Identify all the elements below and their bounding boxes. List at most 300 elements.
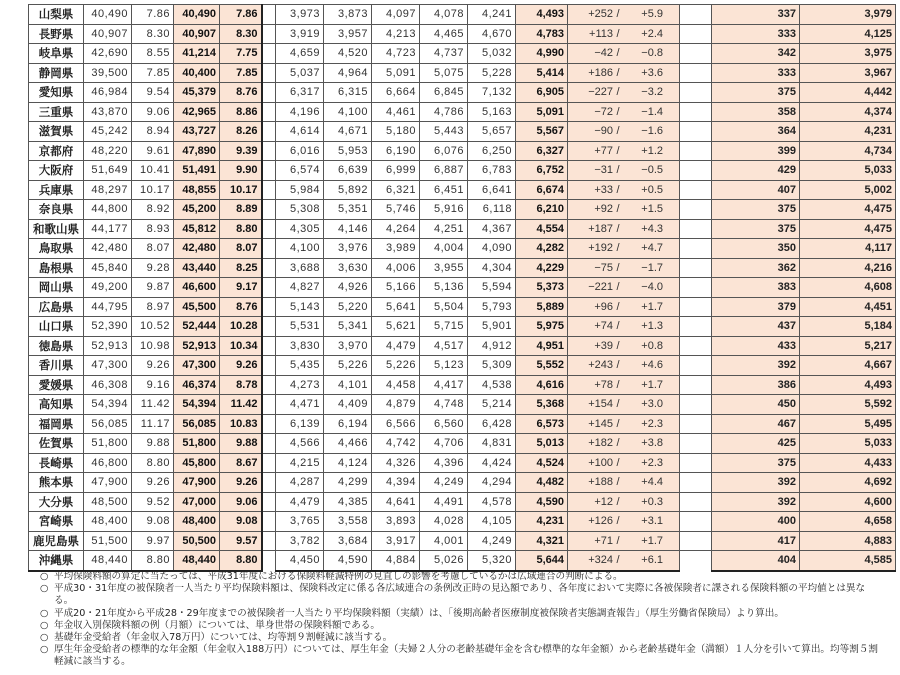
footnote-item xyxy=(40,608,880,620)
prefecture-name: 山梨県 xyxy=(29,5,84,25)
change-vs-previous xyxy=(568,83,680,103)
column-gap xyxy=(262,356,276,376)
premium-2010: 3,630 xyxy=(324,258,372,278)
change-vs-previous xyxy=(568,453,680,473)
premium-2010: 4,100 xyxy=(324,102,372,122)
premium-2010: 5,953 xyxy=(324,141,372,161)
slash-separator: / xyxy=(616,495,620,508)
avg-premium-amount: 6,674 xyxy=(516,180,568,200)
premium-2010: 5,220 xyxy=(324,297,372,317)
column-gap xyxy=(680,102,712,122)
income-rate-2020: 8.89 xyxy=(220,200,262,220)
slash-separator: / xyxy=(616,8,620,21)
avg-premium-amount: 6,573 xyxy=(516,414,568,434)
income-rate-2020: 10.83 xyxy=(220,414,262,434)
premium-2016: 5,320 xyxy=(468,551,516,571)
change-amount: +186 xyxy=(588,66,613,79)
prefecture-name: 愛媛県 xyxy=(29,375,84,395)
slash-separator: / xyxy=(616,242,620,255)
income-rate-2018: 9.52 xyxy=(132,492,174,512)
premium-2014: 4,706 xyxy=(420,434,468,454)
column-gap xyxy=(680,531,712,551)
column-gap xyxy=(680,180,712,200)
income-rate-2020: 9.88 xyxy=(220,434,262,454)
prefecture-name: 高知県 xyxy=(29,395,84,415)
employee-pension-premium: 4,117 xyxy=(800,239,896,259)
avg-premium-2020: 51,800 xyxy=(174,434,220,454)
income-rate-2018: 10.17 xyxy=(132,180,174,200)
premium-2014: 5,715 xyxy=(420,317,468,337)
premium-2008: 4,479 xyxy=(276,492,324,512)
column-gap xyxy=(262,395,276,415)
change-vs-previous xyxy=(568,24,680,44)
avg-premium-2018: 43,870 xyxy=(84,102,132,122)
avg-premium-amount: 4,231 xyxy=(516,512,568,532)
basic-pension-premium: 333 xyxy=(712,63,800,83)
prefecture-name: 徳島県 xyxy=(29,336,84,356)
premium-2010: 6,639 xyxy=(324,161,372,181)
column-gap xyxy=(680,317,712,337)
change-vs-previous xyxy=(568,531,680,551)
premium-2010: 3,684 xyxy=(324,531,372,551)
avg-premium-amount: 5,373 xyxy=(516,278,568,298)
change-amount: +78 xyxy=(594,378,613,391)
change-amount: −227 xyxy=(588,86,613,99)
change-amount: −42 xyxy=(594,47,613,60)
income-rate-2018: 8.97 xyxy=(132,297,174,317)
premium-2008: 4,614 xyxy=(276,122,324,142)
avg-premium-amount: 5,368 xyxy=(516,395,568,415)
column-gap xyxy=(680,258,712,278)
income-rate-2020: 8.78 xyxy=(220,375,262,395)
table-row xyxy=(29,492,896,512)
change-amount: −72 xyxy=(594,105,613,118)
table-row xyxy=(29,395,896,415)
change-percent: −1.4 xyxy=(641,105,663,118)
column-gap xyxy=(262,258,276,278)
table-row xyxy=(29,512,896,532)
premium-2016: 4,831 xyxy=(468,434,516,454)
slash-separator: / xyxy=(616,261,620,274)
table-body xyxy=(29,5,896,571)
avg-premium-2018: 56,085 xyxy=(84,414,132,434)
premium-2012: 4,264 xyxy=(372,219,420,239)
premium-2010: 6,315 xyxy=(324,83,372,103)
column-gap xyxy=(680,551,712,571)
premium-2012: 4,097 xyxy=(372,5,420,25)
basic-pension-premium: 337 xyxy=(712,5,800,25)
income-rate-2018: 9.61 xyxy=(132,141,174,161)
premium-2016: 6,428 xyxy=(468,414,516,434)
premium-table-wrap xyxy=(28,4,896,572)
premium-2016: 7,132 xyxy=(468,83,516,103)
premium-2016: 5,793 xyxy=(468,297,516,317)
change-vs-previous xyxy=(568,395,680,415)
slash-separator: / xyxy=(616,164,620,177)
avg-premium-2018: 51,500 xyxy=(84,531,132,551)
column-gap xyxy=(680,453,712,473)
premium-2012: 6,999 xyxy=(372,161,420,181)
premium-2012: 3,893 xyxy=(372,512,420,532)
column-gap xyxy=(680,44,712,64)
slash-separator: / xyxy=(616,398,620,411)
column-gap xyxy=(262,44,276,64)
basic-pension-premium: 362 xyxy=(712,258,800,278)
change-amount: +243 xyxy=(588,359,613,372)
change-percent: +1.7 xyxy=(641,534,663,547)
income-rate-2020: 10.17 xyxy=(220,180,262,200)
avg-premium-2018: 52,390 xyxy=(84,317,132,337)
change-percent: +3.1 xyxy=(641,515,663,528)
column-gap xyxy=(262,102,276,122)
employee-pension-premium: 5,495 xyxy=(800,414,896,434)
table-row xyxy=(29,161,896,181)
slash-separator: / xyxy=(616,417,620,430)
premium-2016: 4,105 xyxy=(468,512,516,532)
table-row xyxy=(29,473,896,493)
column-gap xyxy=(262,434,276,454)
column-gap xyxy=(262,219,276,239)
footnote-text: 厚生年金受給者の標準的な年金額（年金収入188万円）については、厚生年金（夫婦２人分の老齢基礎年金を含む標準的な年金額）から老齢基礎年金（満額）１人分を引いて算出。均等割５割軽減に該当する。 xyxy=(54,644,878,668)
premium-2008: 3,973 xyxy=(276,5,324,25)
premium-2014: 6,845 xyxy=(420,83,468,103)
avg-premium-2018: 51,649 xyxy=(84,161,132,181)
slash-separator: / xyxy=(616,203,620,216)
avg-premium-2018: 52,913 xyxy=(84,336,132,356)
change-amount: +192 xyxy=(588,242,613,255)
avg-premium-2020: 52,444 xyxy=(174,317,220,337)
avg-premium-2018: 48,220 xyxy=(84,141,132,161)
employee-pension-premium: 4,883 xyxy=(800,531,896,551)
premium-2008: 4,287 xyxy=(276,473,324,493)
premium-2012: 4,723 xyxy=(372,44,420,64)
premium-2010: 5,341 xyxy=(324,317,372,337)
income-rate-2018: 10.41 xyxy=(132,161,174,181)
premium-2016: 4,090 xyxy=(468,239,516,259)
column-gap xyxy=(262,453,276,473)
premium-2014: 4,417 xyxy=(420,375,468,395)
premium-2016: 4,424 xyxy=(468,453,516,473)
avg-premium-2018: 40,907 xyxy=(84,24,132,44)
income-rate-2018: 9.88 xyxy=(132,434,174,454)
column-gap xyxy=(680,434,712,454)
avg-premium-2018: 46,984 xyxy=(84,83,132,103)
income-rate-2020: 8.07 xyxy=(220,239,262,259)
avg-premium-amount: 5,644 xyxy=(516,551,568,571)
premium-2012: 4,458 xyxy=(372,375,420,395)
premium-2016: 5,309 xyxy=(468,356,516,376)
column-gap xyxy=(680,473,712,493)
avg-premium-2020: 48,400 xyxy=(174,512,220,532)
premium-2008: 5,531 xyxy=(276,317,324,337)
slash-separator: / xyxy=(616,125,620,138)
employee-pension-premium: 4,125 xyxy=(800,24,896,44)
change-vs-previous xyxy=(568,44,680,64)
premium-2014: 4,001 xyxy=(420,531,468,551)
column-gap xyxy=(680,83,712,103)
slash-separator: / xyxy=(616,359,620,372)
column-gap xyxy=(262,63,276,83)
income-rate-2020: 9.17 xyxy=(220,278,262,298)
employee-pension-premium: 4,493 xyxy=(800,375,896,395)
avg-premium-2020: 45,200 xyxy=(174,200,220,220)
avg-premium-2018: 46,800 xyxy=(84,453,132,473)
avg-premium-2020: 41,214 xyxy=(174,44,220,64)
income-rate-2018: 8.92 xyxy=(132,200,174,220)
income-rate-2018: 7.85 xyxy=(132,63,174,83)
premium-2008: 4,659 xyxy=(276,44,324,64)
change-percent: +2.4 xyxy=(641,27,663,40)
income-rate-2020: 10.28 xyxy=(220,317,262,337)
premium-2010: 4,671 xyxy=(324,122,372,142)
column-gap xyxy=(262,473,276,493)
change-vs-previous xyxy=(568,336,680,356)
premium-2014: 5,504 xyxy=(420,297,468,317)
income-rate-2018: 8.93 xyxy=(132,219,174,239)
premium-2014: 5,136 xyxy=(420,278,468,298)
column-gap xyxy=(680,63,712,83)
avg-premium-2020: 43,727 xyxy=(174,122,220,142)
avg-premium-amount: 5,567 xyxy=(516,122,568,142)
change-amount: −75 xyxy=(594,261,613,274)
premium-2014: 4,737 xyxy=(420,44,468,64)
change-vs-previous xyxy=(568,317,680,337)
basic-pension-premium: 392 xyxy=(712,473,800,493)
basic-pension-premium: 375 xyxy=(712,200,800,220)
premium-2012: 5,091 xyxy=(372,63,420,83)
change-vs-previous xyxy=(568,492,680,512)
bullet-mark: ○ xyxy=(40,607,49,619)
basic-pension-premium: 450 xyxy=(712,395,800,415)
avg-premium-amount: 5,889 xyxy=(516,297,568,317)
change-percent: −1.7 xyxy=(641,261,663,274)
basic-pension-premium: 358 xyxy=(712,102,800,122)
footnote-item xyxy=(40,620,880,632)
change-percent: −1.6 xyxy=(641,125,663,138)
bullet-mark: ○ xyxy=(40,619,49,631)
premium-2014: 4,517 xyxy=(420,336,468,356)
premium-2010: 6,194 xyxy=(324,414,372,434)
premium-2012: 5,621 xyxy=(372,317,420,337)
employee-pension-premium: 5,217 xyxy=(800,336,896,356)
table-row xyxy=(29,453,896,473)
premium-2012: 4,879 xyxy=(372,395,420,415)
employee-pension-premium: 3,979 xyxy=(800,5,896,25)
premium-2016: 5,228 xyxy=(468,63,516,83)
avg-premium-2018: 47,300 xyxy=(84,356,132,376)
premium-2008: 4,471 xyxy=(276,395,324,415)
income-rate-2020: 8.76 xyxy=(220,83,262,103)
avg-premium-amount: 5,091 xyxy=(516,102,568,122)
table-row xyxy=(29,297,896,317)
change-amount: +252 xyxy=(588,8,613,21)
change-amount: +74 xyxy=(594,320,613,333)
change-amount: +154 xyxy=(588,398,613,411)
premium-2012: 4,006 xyxy=(372,258,420,278)
change-vs-previous xyxy=(568,102,680,122)
premium-2016: 6,641 xyxy=(468,180,516,200)
change-vs-previous xyxy=(568,278,680,298)
avg-premium-2020: 52,913 xyxy=(174,336,220,356)
income-rate-2020: 9.57 xyxy=(220,531,262,551)
premium-2012: 4,213 xyxy=(372,24,420,44)
change-percent: −4.0 xyxy=(641,281,663,294)
avg-premium-2020: 40,490 xyxy=(174,5,220,25)
table-row xyxy=(29,375,896,395)
income-rate-2018: 10.52 xyxy=(132,317,174,337)
avg-premium-2020: 48,855 xyxy=(174,180,220,200)
avg-premium-2020: 50,500 xyxy=(174,531,220,551)
change-percent: +1.5 xyxy=(641,203,663,216)
premium-2012: 5,180 xyxy=(372,122,420,142)
employee-pension-premium: 3,967 xyxy=(800,63,896,83)
income-rate-2020: 9.39 xyxy=(220,141,262,161)
premium-2010: 5,892 xyxy=(324,180,372,200)
change-amount: +92 xyxy=(594,203,613,216)
premium-2008: 3,830 xyxy=(276,336,324,356)
footnote-text: 基礎年金受給者（年金収入78万円）については、均等割９割軽減に該当する。 xyxy=(54,632,393,644)
avg-premium-amount: 4,493 xyxy=(516,5,568,25)
change-percent: +0.5 xyxy=(641,183,663,196)
change-amount: +324 xyxy=(588,554,613,567)
premium-2008: 5,984 xyxy=(276,180,324,200)
avg-premium-amount: 4,590 xyxy=(516,492,568,512)
premium-2008: 3,765 xyxy=(276,512,324,532)
income-rate-2018: 8.94 xyxy=(132,122,174,142)
table-row xyxy=(29,63,896,83)
premium-2014: 4,748 xyxy=(420,395,468,415)
prefecture-name: 山口県 xyxy=(29,317,84,337)
premium-2012: 6,321 xyxy=(372,180,420,200)
income-rate-2018: 9.16 xyxy=(132,375,174,395)
premium-2008: 5,435 xyxy=(276,356,324,376)
footnote-item xyxy=(40,644,880,668)
table-row xyxy=(29,258,896,278)
prefecture-name: 長崎県 xyxy=(29,453,84,473)
prefecture-name: 大阪府 xyxy=(29,161,84,181)
premium-2014: 4,249 xyxy=(420,473,468,493)
income-rate-2018: 9.26 xyxy=(132,356,174,376)
change-amount: +100 xyxy=(588,456,613,469)
premium-2016: 6,118 xyxy=(468,200,516,220)
column-gap xyxy=(680,219,712,239)
change-amount: +77 xyxy=(594,144,613,157)
slash-separator: / xyxy=(616,66,620,79)
income-rate-2020: 8.76 xyxy=(220,297,262,317)
employee-pension-premium: 4,667 xyxy=(800,356,896,376)
change-percent: −3.2 xyxy=(641,86,663,99)
column-gap xyxy=(262,492,276,512)
column-gap xyxy=(680,414,712,434)
prefecture-name: 岐阜県 xyxy=(29,44,84,64)
prefecture-name: 滋賀県 xyxy=(29,122,84,142)
bullet-mark: ○ xyxy=(40,644,49,656)
basic-pension-premium: 437 xyxy=(712,317,800,337)
avg-premium-2020: 45,500 xyxy=(174,297,220,317)
premium-2010: 3,970 xyxy=(324,336,372,356)
premium-2014: 3,955 xyxy=(420,258,468,278)
change-vs-previous xyxy=(568,161,680,181)
slash-separator: / xyxy=(616,300,620,313)
change-vs-previous xyxy=(568,219,680,239)
basic-pension-premium: 404 xyxy=(712,551,800,571)
basic-pension-premium: 417 xyxy=(712,531,800,551)
premium-2014: 5,123 xyxy=(420,356,468,376)
income-rate-2020: 8.67 xyxy=(220,453,262,473)
income-rate-2018: 9.97 xyxy=(132,531,174,551)
income-rate-2018: 10.98 xyxy=(132,336,174,356)
column-gap xyxy=(262,512,276,532)
premium-2012: 4,641 xyxy=(372,492,420,512)
premium-2012: 5,746 xyxy=(372,200,420,220)
premium-2010: 3,957 xyxy=(324,24,372,44)
basic-pension-premium: 375 xyxy=(712,83,800,103)
prefecture-name: 長野県 xyxy=(29,24,84,44)
income-rate-2020: 8.25 xyxy=(220,258,262,278)
basic-pension-premium: 429 xyxy=(712,161,800,181)
change-percent: +1.7 xyxy=(641,378,663,391)
income-rate-2018: 9.87 xyxy=(132,278,174,298)
premium-2008: 6,016 xyxy=(276,141,324,161)
table-row xyxy=(29,44,896,64)
premium-2010: 3,558 xyxy=(324,512,372,532)
premium-2012: 5,166 xyxy=(372,278,420,298)
premium-2014: 4,028 xyxy=(420,512,468,532)
premium-2014: 6,451 xyxy=(420,180,468,200)
premium-2012: 4,394 xyxy=(372,473,420,493)
basic-pension-premium: 379 xyxy=(712,297,800,317)
table-row xyxy=(29,102,896,122)
avg-premium-amount: 4,783 xyxy=(516,24,568,44)
premium-2008: 4,305 xyxy=(276,219,324,239)
change-percent: +4.7 xyxy=(641,242,663,255)
premium-2012: 4,742 xyxy=(372,434,420,454)
premium-2016: 4,367 xyxy=(468,219,516,239)
premium-2012: 4,479 xyxy=(372,336,420,356)
premium-2008: 5,143 xyxy=(276,297,324,317)
avg-premium-2020: 43,440 xyxy=(174,258,220,278)
table-row xyxy=(29,317,896,337)
income-rate-2020: 11.42 xyxy=(220,395,262,415)
income-rate-2020: 8.30 xyxy=(220,24,262,44)
change-amount: +145 xyxy=(588,417,613,430)
avg-premium-2018: 42,480 xyxy=(84,239,132,259)
prefecture-name: 鹿児島県 xyxy=(29,531,84,551)
basic-pension-premium: 375 xyxy=(712,219,800,239)
income-rate-2020: 7.86 xyxy=(220,5,262,25)
slash-separator: / xyxy=(616,105,620,118)
slash-separator: / xyxy=(616,437,620,450)
prefecture-name: 福岡県 xyxy=(29,414,84,434)
change-vs-previous xyxy=(568,414,680,434)
avg-premium-2020: 51,491 xyxy=(174,161,220,181)
column-gap xyxy=(680,161,712,181)
change-vs-previous xyxy=(568,63,680,83)
table-row xyxy=(29,122,896,142)
premium-2010: 4,409 xyxy=(324,395,372,415)
footnote-text: 平均保険料額の算定に当たっては、平成31年度における保険料軽減特例の見直しの影響を考慮しているかは広域連合の判断による。 xyxy=(54,571,623,582)
avg-premium-2018: 48,400 xyxy=(84,512,132,532)
premium-2008: 4,827 xyxy=(276,278,324,298)
premium-2016: 6,250 xyxy=(468,141,516,161)
table-row xyxy=(29,356,896,376)
slash-separator: / xyxy=(616,144,620,157)
employee-pension-premium: 4,475 xyxy=(800,200,896,220)
premium-2012: 4,884 xyxy=(372,551,420,571)
column-gap xyxy=(680,356,712,376)
column-gap xyxy=(262,551,276,571)
column-gap xyxy=(262,239,276,259)
